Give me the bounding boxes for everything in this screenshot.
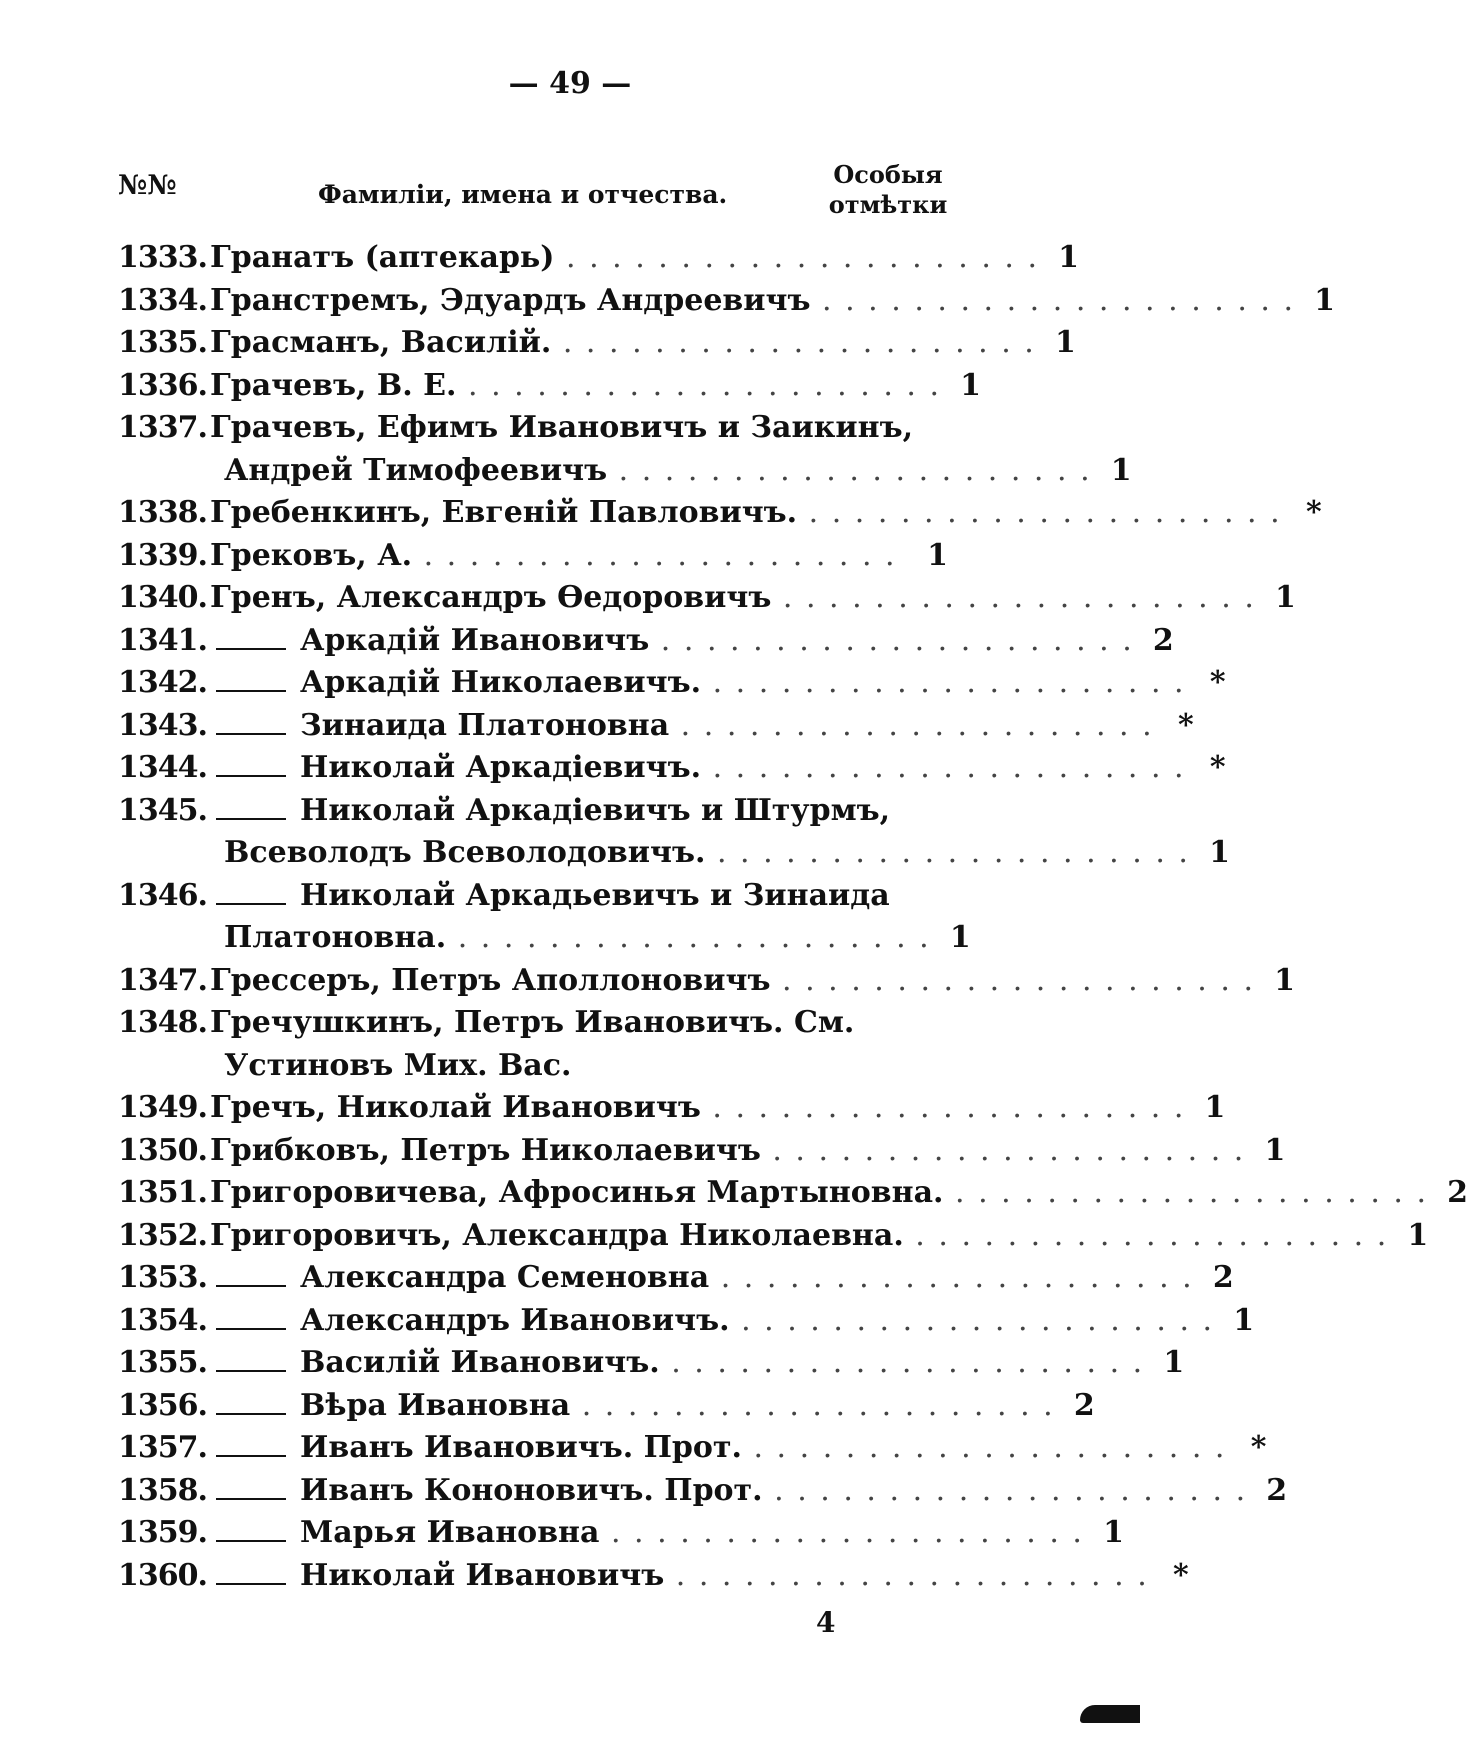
dot-leader: . . . . . . . . . . . . . . . . . . . . . (700, 1090, 1186, 1125)
entry-name: Аркадій Ивановичъ . . . . . . . . . . . . . . . . . . . . . (300, 622, 1134, 658)
entry-name: Гречъ, Николай Ивановичъ . . . . . . . . . . . . . . . . . . . . . (210, 1090, 1186, 1125)
ditto-dash (216, 648, 286, 650)
entry-mark: * (1209, 750, 1226, 785)
entry-mark: 1 (1233, 1302, 1255, 1338)
entry-name: Николай Аркадьевичъ и Зинаида (300, 877, 890, 913)
dot-leader: . . . . . . . . . . . . . . . . . . . . . (412, 537, 897, 573)
entry-mark: * (1209, 665, 1226, 700)
list-item (118, 1172, 1468, 1215)
entry-name: Зинаида Платоновна . . . . . . . . . . . . . . . . . . . . . (300, 707, 1154, 743)
entry-name: Устиновъ Мих. Вас. (224, 1047, 572, 1083)
entry-name: Грессеръ, Петръ Аполлоновичъ . . . . . . . . . . . . . . . . . . . . . (210, 962, 1255, 998)
dot-leader: . . . . . . . . . . . . . . . . . . . . . (570, 1387, 1055, 1423)
entry-number: 1338. (118, 495, 207, 530)
entry-mark: 1 (1054, 325, 1076, 360)
ditto-dash (216, 775, 286, 777)
dot-leader: . . . . . . . . . . . . . . . . . . . . . (659, 1345, 1145, 1380)
list-item (118, 1215, 1429, 1258)
entry-name: Всеволодъ Всеволодовичъ. . . . . . . . . . . . . . . . . . . . . . (224, 835, 1190, 870)
entry-name: Иванъ Ивановичъ. Прот. . . . . . . . . . . . . . . . . . . . . . (300, 1430, 1227, 1465)
entry-mark: 1 (1058, 240, 1080, 275)
ditto-dash (216, 1285, 286, 1287)
entry-number: 1335. (118, 325, 207, 360)
list-item (118, 1300, 1255, 1343)
entry-mark: 1 (1275, 580, 1296, 615)
entry-number: 1344. (118, 750, 207, 785)
dot-leader: . . . . . . . . . . . . . . . . . . . . . (554, 240, 1040, 275)
list-item (118, 280, 1336, 323)
entry-mark: 2 (1073, 1387, 1095, 1423)
dot-leader: . . . . . . . . . . . . . . . . . . . . . (669, 707, 1154, 743)
dot-leader: . . . . . . . . . . . . . . . . . . . . . (664, 1557, 1149, 1593)
dot-leader: . . . . . . . . . . . . . . . . . . . . . (943, 1175, 1429, 1210)
entry-list (118, 237, 1468, 1597)
entry-mark: * (1250, 1430, 1267, 1465)
entry-number: 1358. (118, 1472, 207, 1508)
entry-number: 1347. (118, 962, 207, 998)
entry-name: Грасманъ, Василій. . . . . . . . . . . . . . . . . . . . . . (210, 325, 1036, 360)
ditto-dash (216, 1370, 286, 1372)
entry-name: Андрей Тимофеевичъ . . . . . . . . . . . . . . . . . . . . . (224, 452, 1092, 488)
page-number: — 49 — (508, 66, 632, 101)
list-item (118, 662, 1226, 705)
list-item (118, 917, 971, 960)
list-item (118, 1002, 948, 1045)
entry-name: Марья Ивановна . . . . . . . . . . . . . . . . . . . . . (300, 1515, 1084, 1550)
list-item (118, 237, 1080, 280)
list-item (118, 492, 1322, 535)
dot-leader: . . . . . . . . . . . . . . . . . . . . . (446, 920, 931, 955)
list-item (118, 1512, 1124, 1555)
entry-name: Вѣра Ивановна . . . . . . . . . . . . . . . . . . . . . (300, 1387, 1055, 1423)
entry-name: Григоровичъ, Александра Николаевна. . . . . . . . . . . . . . . . . . . . . . (210, 1217, 1389, 1253)
entry-number: 1356. (118, 1387, 207, 1423)
entry-mark: 2 (1266, 1472, 1288, 1508)
list-item (118, 620, 1174, 663)
list-item (118, 407, 948, 450)
entry-mark: 2 (1447, 1175, 1468, 1210)
entry-mark: 2 (1212, 1260, 1234, 1295)
entry-name: Гранстремъ, Эдуардъ Андреевичъ . . . . . . . . . . . . . . . . . . . . . (210, 282, 1296, 318)
list-item (118, 1555, 1189, 1598)
entry-number: 1334. (118, 282, 207, 318)
entry-mark: * (1173, 1557, 1189, 1593)
entry-number: 1339. (118, 537, 207, 573)
dot-leader: . . . . . . . . . . . . . . . . . . . . . (810, 282, 1296, 318)
entry-number: 1360. (118, 1557, 207, 1593)
entry-mark: * (1305, 495, 1322, 530)
dot-leader: . . . . . . . . . . . . . . . . . . . . . (771, 580, 1256, 615)
number-column-header: №№ (118, 170, 177, 201)
entry-number: 1345. (118, 792, 207, 828)
list-item (118, 1427, 1267, 1470)
dot-leader: . . . . . . . . . . . . . . . . . . . . . (456, 367, 942, 403)
entry-mark: 1 (1103, 1515, 1124, 1550)
ditto-dash (216, 1328, 286, 1330)
entry-name: Николай Аркадіевичъ. . . . . . . . . . . . . . . . . . . . . . (300, 750, 1186, 785)
entry-mark: 1 (1110, 452, 1132, 488)
entry-number: 1342. (118, 665, 207, 700)
entry-number: 1357. (118, 1430, 207, 1465)
entry-number: 1341. (118, 622, 207, 658)
entry-name: Грачевъ, В. Е. . . . . . . . . . . . . . . . . . . . . . (210, 367, 942, 403)
ditto-dash (216, 1455, 286, 1457)
names-column-header: Фамиліи, имена и отчества. (318, 180, 728, 209)
entry-name: Гранатъ (аптекарь) . . . . . . . . . . . . . . . . . . . . . (210, 240, 1040, 275)
entry-name: Василій Ивановичъ. . . . . . . . . . . . . . . . . . . . . . (300, 1345, 1145, 1380)
entry-number: 1359. (118, 1515, 207, 1550)
entry-number: 1346. (118, 877, 207, 913)
dot-leader: . . . . . . . . . . . . . . . . . . . . . (709, 1260, 1194, 1295)
dot-leader: . . . . . . . . . . . . . . . . . . . . . (770, 962, 1255, 998)
list-item (118, 960, 1295, 1003)
entry-number: 1352. (118, 1217, 207, 1253)
entry-mark: 1 (1204, 1090, 1226, 1125)
dot-leader: . . . . . . . . . . . . . . . . . . . . . (797, 495, 1282, 530)
entry-mark: * (1177, 707, 1194, 743)
dot-leader: . . . . . . . . . . . . . . . . . . . . . (701, 750, 1186, 785)
entry-mark: 2 (1152, 622, 1174, 658)
marks-column-header (828, 160, 948, 220)
list-item (118, 1045, 948, 1088)
dot-leader: . . . . . . . . . . . . . . . . . . . . . (903, 1217, 1389, 1253)
marks-header-line1: Особыя (833, 160, 943, 189)
entry-mark: 1 (1274, 962, 1295, 998)
entry-number: 1353. (118, 1260, 207, 1295)
entry-name: Гребенкинъ, Евгеній Павловичъ. . . . . . . . . . . . . . . . . . . . . . (210, 495, 1282, 530)
list-item (118, 450, 1132, 493)
ditto-dash (216, 1540, 286, 1542)
entry-number: 1351. (118, 1175, 207, 1210)
list-item (118, 365, 982, 408)
entry-mark: 1 (1163, 1345, 1185, 1380)
list-item (118, 790, 948, 833)
entry-mark: 1 (927, 537, 948, 573)
dot-leader: . . . . . . . . . . . . . . . . . . . . . (701, 665, 1186, 700)
dot-leader: . . . . . . . . . . . . . . . . . . . . . (762, 1472, 1248, 1508)
entry-name: Григоровичева, Афросинья Мартыновна. . . . . . . . . . . . . . . . . . . . . . (210, 1175, 1429, 1210)
entry-mark: 1 (1407, 1217, 1429, 1253)
entry-number: 1349. (118, 1090, 207, 1125)
entry-name: Платоновна. . . . . . . . . . . . . . . . . . . . . . (224, 920, 931, 955)
ditto-dash (216, 1413, 286, 1415)
entry-name: Грековъ, А. . . . . . . . . . . . . . . . . . . . . . (210, 537, 897, 573)
entry-number: 1337. (118, 410, 207, 445)
list-item (118, 1087, 1226, 1130)
list-item (118, 535, 948, 578)
entry-mark: 1 (960, 367, 982, 403)
list-item (118, 705, 1194, 748)
ditto-dash (216, 733, 286, 735)
entry-name: Грибковъ, Петръ Николаевичъ . . . . . . . . . . . . . . . . . . . . . (210, 1132, 1246, 1168)
entry-name: Аркадій Николаевичъ. . . . . . . . . . . . . . . . . . . . . . (300, 665, 1186, 700)
list-item (118, 832, 1230, 875)
list-item (118, 1470, 1288, 1513)
dot-leader: . . . . . . . . . . . . . . . . . . . . . (729, 1302, 1215, 1338)
entry-number: 1340. (118, 580, 207, 615)
entry-number: 1343. (118, 707, 207, 743)
entry-name: Николай Ивановичъ . . . . . . . . . . . . . . . . . . . . . (300, 1557, 1149, 1593)
list-item (118, 577, 1296, 620)
list-item (118, 747, 1226, 790)
list-item (118, 1342, 1185, 1385)
entry-name: Гречушкинъ, Петръ Ивановичъ. См. (210, 1005, 855, 1040)
list-item (118, 1257, 1234, 1300)
dot-leader: . . . . . . . . . . . . . . . . . . . . . (760, 1132, 1246, 1168)
list-item (118, 875, 948, 918)
ditto-dash (216, 690, 286, 692)
entry-name: Александръ Ивановичъ. . . . . . . . . . . . . . . . . . . . . . (300, 1302, 1215, 1338)
list-item (118, 1385, 1095, 1428)
dot-leader: . . . . . . . . . . . . . . . . . . . . . (607, 452, 1092, 488)
entry-name: Николай Аркадіевичъ и Штурмъ, (300, 792, 891, 828)
entry-name: Иванъ Кононовичъ. Прот. . . . . . . . . . . . . . . . . . . . . . (300, 1472, 1248, 1508)
list-item (118, 1130, 1286, 1173)
entry-number: 1354. (118, 1302, 207, 1338)
entry-name: Александра Семеновна . . . . . . . . . . . . . . . . . . . . . (300, 1260, 1194, 1295)
dot-leader: . . . . . . . . . . . . . . . . . . . . . (649, 622, 1134, 658)
entry-number: 1348. (118, 1005, 207, 1040)
signature-mark: 4 (816, 1606, 836, 1639)
entry-name: Грачевъ, Ефимъ Ивановичъ и Заикинъ, (210, 410, 914, 445)
entry-mark: 1 (1209, 835, 1230, 870)
entry-number: 1350. (118, 1132, 207, 1168)
ditto-dash (216, 1498, 286, 1500)
dot-leader: . . . . . . . . . . . . . . . . . . . . . (705, 835, 1190, 870)
ditto-dash (216, 903, 286, 905)
ditto-dash (216, 818, 286, 820)
list-item (118, 322, 1076, 365)
entry-name: Гренъ, Александръ Ѳедоровичъ . . . . . . . . . . . . . . . . . . . . . (210, 580, 1256, 615)
ditto-dash (216, 1583, 286, 1585)
dot-leader: . . . . . . . . . . . . . . . . . . . . . (551, 325, 1036, 360)
entry-mark: 1 (949, 920, 971, 955)
column-header (118, 160, 948, 230)
entry-number: 1333. (118, 240, 207, 275)
marks-header-line2: отмѣтки (828, 190, 948, 219)
entry-number: 1336. (118, 367, 207, 403)
dot-leader: . . . . . . . . . . . . . . . . . . . . . (741, 1430, 1227, 1465)
entry-number: 1355. (118, 1345, 207, 1380)
dot-leader: . . . . . . . . . . . . . . . . . . . . . (599, 1515, 1084, 1550)
entry-mark: 1 (1314, 282, 1336, 318)
entry-mark: 1 (1264, 1132, 1286, 1168)
ink-smudge (1080, 1705, 1140, 1723)
